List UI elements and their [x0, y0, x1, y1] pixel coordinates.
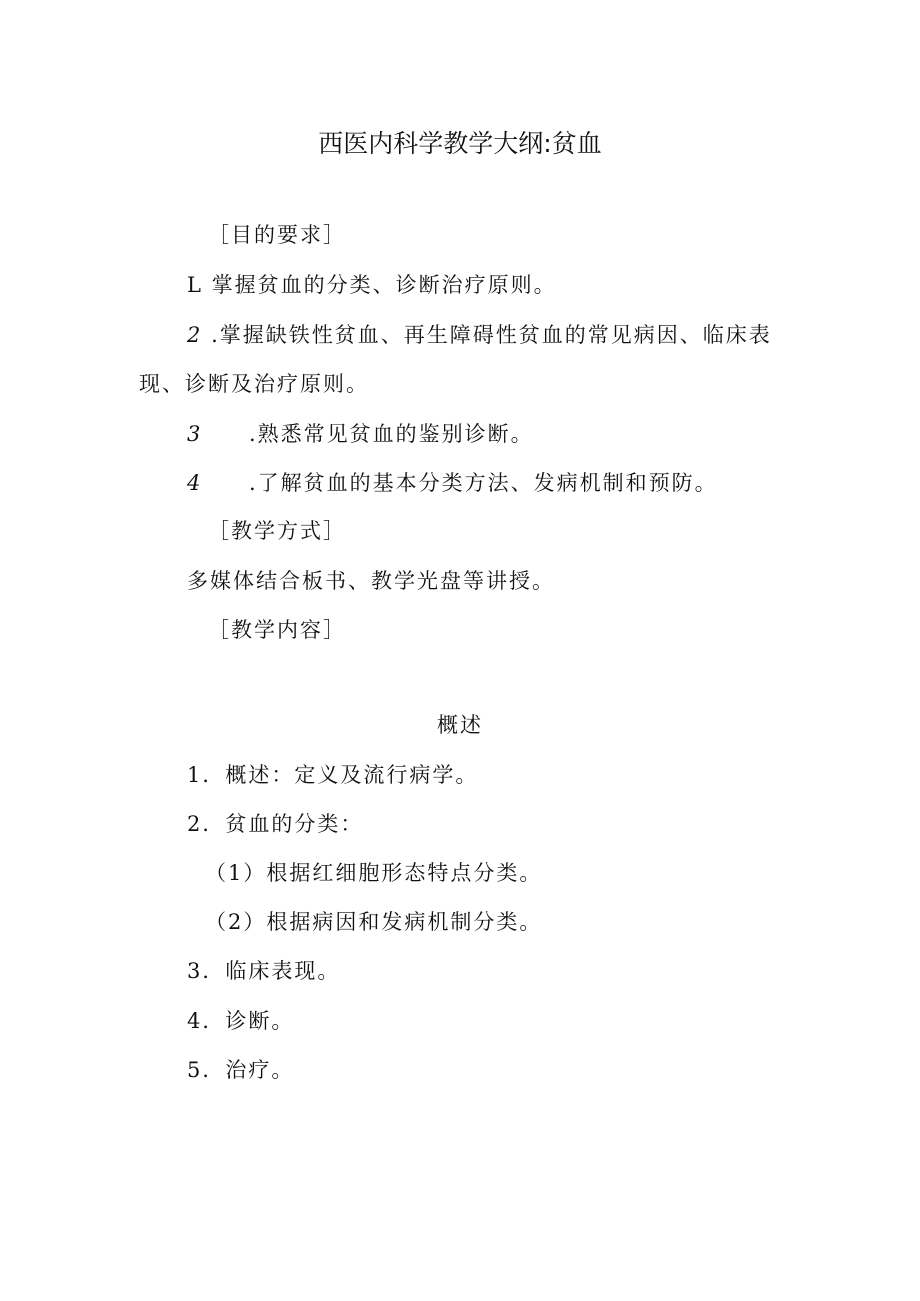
objective-marker-4: 4 — [187, 471, 203, 495]
overview-subitem: （1）根据红细胞形态特点分类。 — [205, 861, 543, 885]
overview-heading: 概述 — [437, 713, 483, 737]
objective-item-4 — [187, 468, 718, 498]
content-heading: ［教学内容］ — [208, 618, 346, 642]
objective-text-4: .了解贫血的基本分类方法、发病机制和预防。 — [249, 471, 718, 495]
objective-item-3 — [187, 419, 534, 449]
overview-item: 5．治疗。 — [187, 1058, 295, 1082]
overview-item: 3．临床表现。 — [187, 959, 341, 983]
objective-item-2 — [187, 320, 772, 350]
objective-text-1: 掌握贫血的分类、诊断治疗原则。 — [211, 273, 557, 297]
objective-item-2-continuation: 现、诊断及治疗原则。 — [139, 372, 369, 396]
document-title: 西医内科学教学大纲:贫血 — [318, 129, 602, 158]
objective-marker-2: 2 — [187, 323, 203, 347]
method-heading: ［教学方式］ — [208, 519, 346, 543]
method-text: 多媒体结合板书、教学光盘等讲授。 — [187, 569, 555, 593]
objectives-heading: ［目的要求］ — [208, 223, 346, 247]
objective-marker-3: 3 — [187, 422, 203, 446]
overview-item: 4．诊断。 — [187, 1009, 295, 1033]
objective-text-2: .掌握缺铁性贫血、再生障碍性贫血的常见病因、临床表 — [211, 323, 772, 347]
objective-item-1 — [187, 270, 557, 300]
overview-subitem: （2）根据病因和发病机制分类。 — [205, 910, 543, 934]
objective-marker-1: L — [187, 273, 203, 297]
overview-item: 2．贫血的分类： — [187, 812, 364, 836]
objective-text-3: .熟悉常见贫血的鉴别诊断。 — [249, 422, 534, 446]
overview-item: 1．概述：定义及流行病学。 — [187, 763, 479, 787]
